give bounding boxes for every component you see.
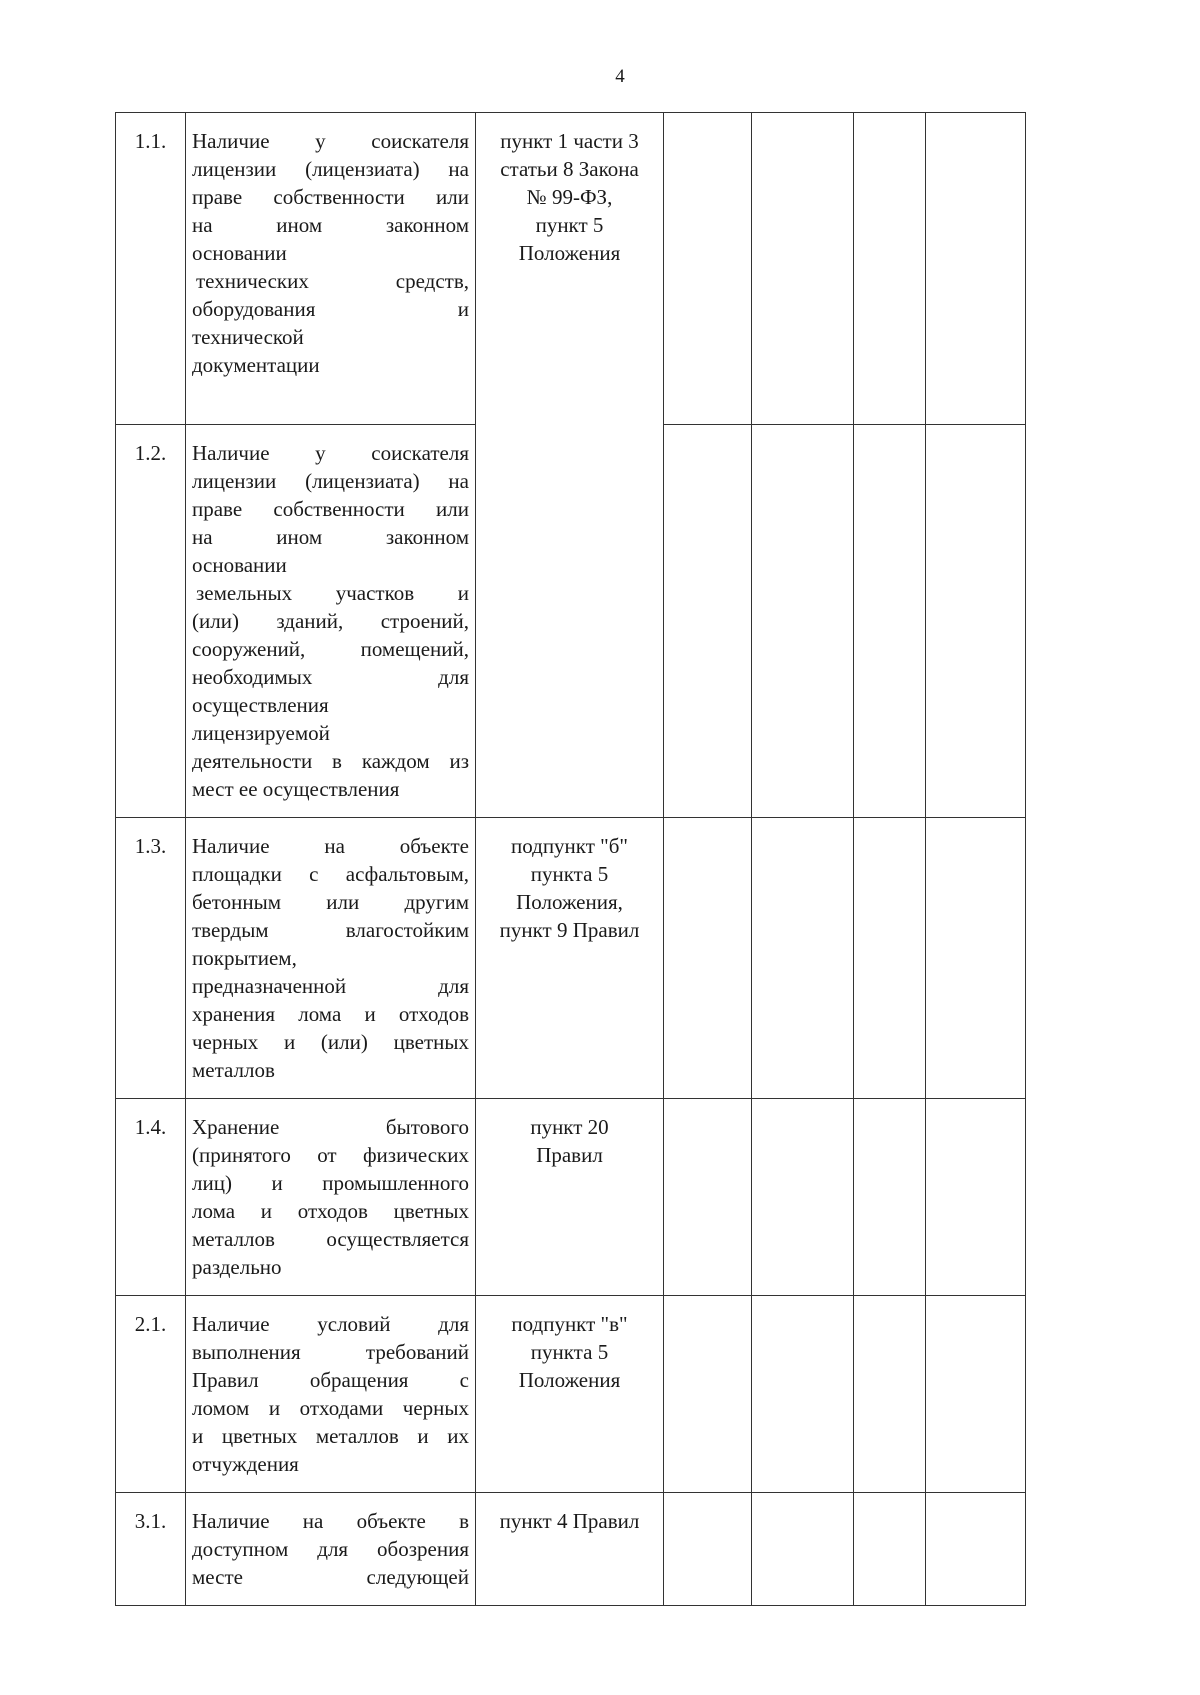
requirement-line: ломом и отходами черных	[192, 1396, 469, 1420]
requirement-line: выполнения требований	[192, 1340, 469, 1364]
reference-line: пункт 1 части 3	[500, 129, 639, 153]
requirement-line: Наличие у соискателя	[192, 441, 469, 465]
empty-cell	[752, 1296, 854, 1493]
reference-cell	[476, 1493, 664, 1606]
requirement-cell	[186, 1493, 476, 1606]
empty-cell	[926, 1296, 1026, 1493]
empty-cell	[752, 113, 854, 425]
empty-cell	[926, 818, 1026, 1099]
requirement-line: покрытием,	[192, 946, 297, 970]
empty-cell	[752, 818, 854, 1099]
requirement-line: Наличие у соискателя	[192, 129, 469, 153]
table-row	[116, 1296, 1026, 1493]
requirement-line: лицензии (лицензиата) на	[192, 157, 469, 181]
requirement-line: металлов осуществляется	[192, 1227, 469, 1251]
requirement-line: раздельно	[192, 1255, 282, 1279]
empty-cell	[752, 425, 854, 818]
reference-cell	[476, 113, 664, 818]
table-row	[116, 113, 1026, 425]
empty-cell	[854, 1493, 926, 1606]
row-number: 1.4.	[116, 1099, 186, 1296]
table-row	[116, 1493, 1026, 1606]
requirement-line: документации	[192, 353, 320, 377]
requirement-line: бетонным или другим	[192, 890, 469, 914]
reference-cell	[476, 818, 664, 1099]
empty-cell	[752, 1493, 854, 1606]
requirement-line: осуществления	[192, 693, 329, 717]
requirement-line: сооружений, помещений,	[192, 637, 469, 661]
empty-cell	[752, 1099, 854, 1296]
requirement-line: отчуждения	[192, 1452, 299, 1476]
empty-cell	[664, 1296, 752, 1493]
requirement-line: твердым влагостойким	[192, 918, 469, 942]
row-number: 2.1.	[116, 1296, 186, 1493]
reference-cell	[476, 1296, 664, 1493]
empty-cell	[926, 1493, 1026, 1606]
row-number: 1.2.	[116, 425, 186, 818]
requirement-line: лиц) и промышленного	[192, 1171, 469, 1195]
requirement-line: основании	[192, 553, 287, 577]
requirement-line: необходимых для	[192, 665, 469, 689]
requirement-line: предназначенной для	[192, 974, 469, 998]
requirement-line: технической	[192, 325, 304, 349]
requirement-line: металлов	[192, 1058, 275, 1082]
reference-line: пункта 5	[530, 1340, 609, 1364]
table-row	[116, 818, 1026, 1099]
page-number: 4	[615, 66, 625, 87]
reference-cell	[476, 1099, 664, 1296]
reference-line: подпункт "б"	[511, 834, 628, 858]
requirement-line: лицензируемой	[192, 721, 330, 745]
empty-cell	[664, 818, 752, 1099]
reference-line: пункта 5	[530, 862, 609, 886]
requirement-line: лицензии (лицензиата) на	[192, 469, 469, 493]
requirement-line: на ином законном	[192, 525, 469, 549]
empty-cell	[854, 818, 926, 1099]
reference-line: Положения	[518, 241, 621, 265]
requirement-cell	[186, 1099, 476, 1296]
reference-line: Правил	[536, 1143, 603, 1167]
empty-cell	[926, 425, 1026, 818]
empty-cell	[854, 113, 926, 425]
requirement-cell	[186, 425, 476, 818]
empty-cell	[854, 1296, 926, 1493]
reference-line: № 99-ФЗ,	[526, 185, 613, 209]
empty-cell	[926, 1099, 1026, 1296]
empty-cell	[664, 1099, 752, 1296]
requirement-line: Наличие на объекте	[192, 834, 469, 858]
reference-line: пункт 4 Правил	[499, 1509, 640, 1533]
reference-line: Положения	[518, 1368, 621, 1392]
requirement-line: оборудования и	[192, 297, 469, 321]
requirement-line: черных и (или) цветных	[192, 1030, 469, 1054]
requirement-line: праве собственности или	[192, 185, 469, 209]
empty-cell	[854, 425, 926, 818]
requirement-line: Наличие условий для	[192, 1312, 469, 1336]
reference-line: пункт 5	[535, 213, 604, 237]
requirement-line: праве собственности или	[192, 497, 469, 521]
empty-cell	[854, 1099, 926, 1296]
row-number: 1.1.	[116, 113, 186, 425]
requirement-line: основании	[192, 241, 287, 265]
table-row	[116, 1099, 1026, 1296]
empty-cell	[664, 1493, 752, 1606]
requirement-line: Наличие на объекте в	[192, 1509, 469, 1533]
requirement-line: месте следующей	[192, 1565, 469, 1589]
reference-line: пункт 9 Правил	[499, 918, 640, 942]
requirement-line: мест ее осуществления	[192, 777, 400, 801]
requirement-line: деятельности в каждом из	[192, 749, 469, 773]
row-number: 1.3.	[116, 818, 186, 1099]
reference-line: Положения,	[516, 890, 623, 914]
empty-cell	[664, 113, 752, 425]
reference-line: подпункт "в"	[511, 1312, 628, 1336]
reference-line: статьи 8 Закона	[500, 157, 639, 181]
requirement-line: Правил обращения с	[192, 1368, 469, 1392]
empty-cell	[664, 425, 752, 818]
row-number: 3.1.	[116, 1493, 186, 1606]
requirement-cell	[186, 818, 476, 1099]
requirement-line: доступном для обозрения	[192, 1537, 469, 1561]
requirement-line: лома и отходов цветных	[192, 1199, 469, 1223]
requirement-line: площадки с асфальтовым,	[192, 862, 469, 886]
requirement-line: Хранение бытового	[192, 1115, 469, 1139]
requirement-line: и цветных металлов и их	[192, 1424, 469, 1448]
requirement-line: земельных участков и	[196, 581, 469, 605]
checklist-table	[115, 112, 1026, 1606]
empty-cell	[926, 113, 1026, 425]
requirement-line: технических средств,	[196, 269, 469, 293]
requirement-cell	[186, 1296, 476, 1493]
requirement-line: (принятого от физических	[192, 1143, 469, 1167]
requirement-cell	[186, 113, 476, 425]
reference-line: пункт 20	[530, 1115, 609, 1139]
requirement-line: (или) зданий, строений,	[192, 609, 469, 633]
requirement-line: хранения лома и отходов	[192, 1002, 469, 1026]
requirement-line: на ином законном	[192, 213, 469, 237]
